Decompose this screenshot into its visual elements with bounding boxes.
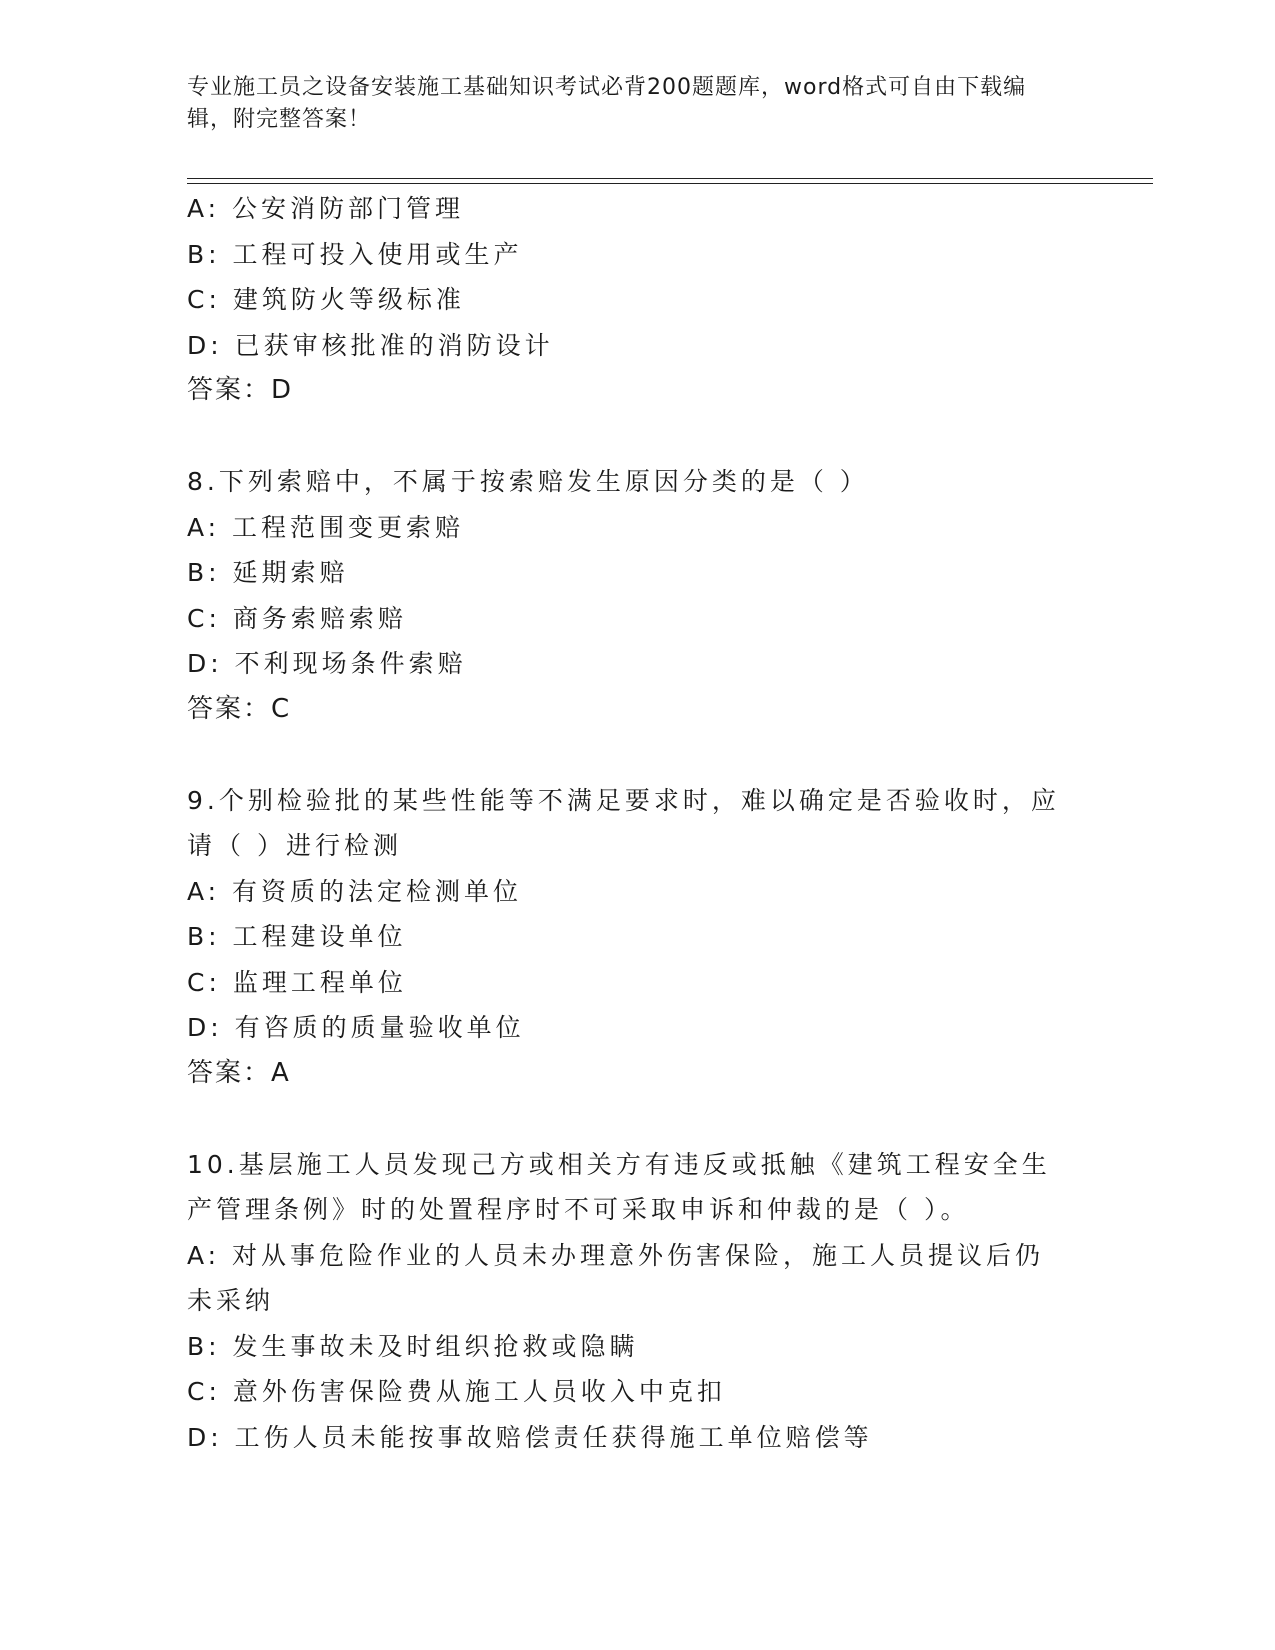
option-d: D: 已获审核批准的消防设计: [187, 330, 554, 360]
header-double-rule: [187, 178, 1153, 184]
option-b: B: 延期索赔: [187, 558, 349, 587]
option-b: B: 工程建设单位: [187, 922, 407, 951]
document-header: 专业施工员之设备安装施工基础知识考试必背200题题库，word格式可自由下载编辑，附完整答案！: [187, 75, 1027, 132]
option-d: D: 有咨质的质量验收单位: [187, 1013, 525, 1042]
option-a: A: 对从事危险作业的人员未办理意外伤害保险，施工人员提议后仍未采纳: [187, 1240, 1045, 1315]
question-8: [187, 459, 1067, 732]
question-stem: 10.基层施工人员发现己方或相关方有违反或抵触《建筑工程安全生产管理条例》时的处置程序时不可采取申诉和仲裁的是（ ）。: [187, 1149, 1051, 1224]
option-a: A: 有资质的法定检测单位: [187, 876, 523, 906]
answer: 答案：C: [187, 693, 292, 724]
spacer: [187, 414, 1067, 460]
spacer: [187, 732, 1067, 778]
option-c: C: 意外伤害保险费从施工人员收入中克扣: [187, 1377, 726, 1406]
question-7: [187, 186, 1067, 414]
option-d: D: 不利现场条件索赔: [187, 649, 467, 678]
option-c: C: 建筑防火等级标准: [187, 285, 465, 314]
question-9: [187, 778, 1067, 1097]
option-c: C: 商务索赔索赔: [187, 603, 407, 633]
option-c: C: 监理工程单位: [187, 967, 407, 997]
answer: 答案：D: [187, 375, 294, 405]
question-stem: 9.个别检验批的某些性能等不满足要求时，难以确定是否验收时，应请（ ）进行检测: [187, 785, 1060, 860]
question-10: [187, 1142, 1067, 1461]
option-b: B: 发生事故未及时组织抢救或隐瞒: [187, 1331, 639, 1361]
answer: 答案：A: [187, 1057, 291, 1088]
question-list: [187, 186, 1067, 1460]
question-stem: 8.下列索赔中，不属于按索赔发生原因分类的是（ ）: [187, 467, 869, 496]
option-b: B: 工程可投入使用或生产: [187, 239, 523, 269]
spacer: [187, 1096, 1067, 1142]
option-a: A: 工程范围变更索赔: [187, 512, 465, 542]
option-a: A: 公安消防部门管理: [187, 194, 465, 223]
option-d: D: 工伤人员未能按事故赔偿责任获得施工单位赔偿等: [187, 1422, 873, 1452]
